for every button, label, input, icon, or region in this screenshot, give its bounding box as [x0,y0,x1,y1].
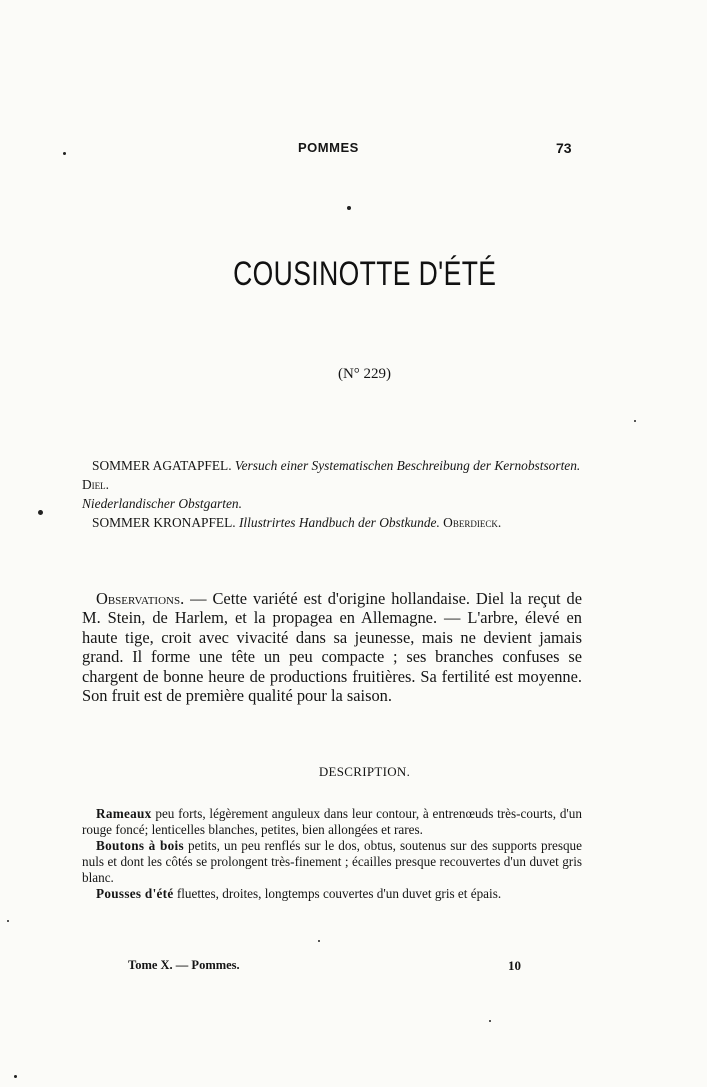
description-term: Rameaux [96,806,152,821]
synonym-entry [82,513,588,532]
description-heading: DESCRIPTION. [318,764,411,779]
scan-speck [63,152,66,155]
page-number: 73 [556,140,572,156]
observations-text: — Cette variété est d'origine hollandaise. Diel la reçut de M. Stein, de Harlem, et la propagea en Allemagne. — L'arbre, élevé en haute tige, croit avec vivacité dans sa jeunesse, mais ne devient jamais grand. Il forme une tête un peu compacte ; ses branches confuses se chargent de bonne heure de productions fruitières. Sa fertilité est moyenne. Son fruit est de première qualité pour la saison. [82,589,582,706]
variety-number: (N° 229) [337,366,392,382]
synonym-work: Illustrirtes Handbuch der Obstkunde. [238,515,440,530]
description-text: petits, un peu renflés sur le dos, obtus, soutenus sur des supports presque nuls et dont les côtés se prolongent très-finement ; écailles presque recouvertes d'un duvet gris blanc. [82,838,582,885]
synonym-work: Versuch einer Systematischen Beschreibung der Kernobstsorten. [234,458,581,473]
scan-speck [318,940,320,942]
description-item [82,806,582,838]
synonym-entry [82,456,588,494]
observations-label: Observations. [96,589,185,608]
variety-title [0,255,707,294]
sheet-number: 10 [508,958,521,973]
description-term: Boutons à bois [96,838,184,853]
description-item [82,886,582,902]
synonym-author: Oberdieck. [443,515,502,530]
running-head [0,140,707,160]
page-footer [0,958,707,978]
scan-speck [347,206,351,210]
signature-mark: Tome X. — Pommes. [128,958,240,972]
synonym-author: Diel. [82,477,110,492]
scan-speck [14,1075,17,1078]
synonym-name: SOMMER KRONAPFEL. [92,515,236,530]
variety-title-text: COUSINOTTE D'ÉTÉ [232,255,497,293]
description-text: peu forts, légèrement anguleux dans leur contour, à entrenœuds très-courts, d'un rouge foncé; lenticelles blanches, petites, bien allongées et rares. [82,806,582,837]
running-title: POMMES [298,140,359,155]
scan-speck [634,420,636,422]
synonyms-block [82,456,588,532]
description-block [82,806,582,902]
scan-speck [489,1020,491,1022]
observations-paragraph [82,589,582,705]
description-term: Pousses d'été [96,886,174,901]
description-text: fluettes, droites, longtemps couvertes d'un duvet gris et épais. [173,886,502,901]
synonym-work: Niederlandischer Obstgarten. [82,496,242,511]
scan-speck [7,920,9,922]
description-item [82,838,582,886]
synonym-name: SOMMER AGATAPFEL. [92,458,232,473]
scan-speck [38,510,43,515]
synonym-entry [82,494,588,513]
